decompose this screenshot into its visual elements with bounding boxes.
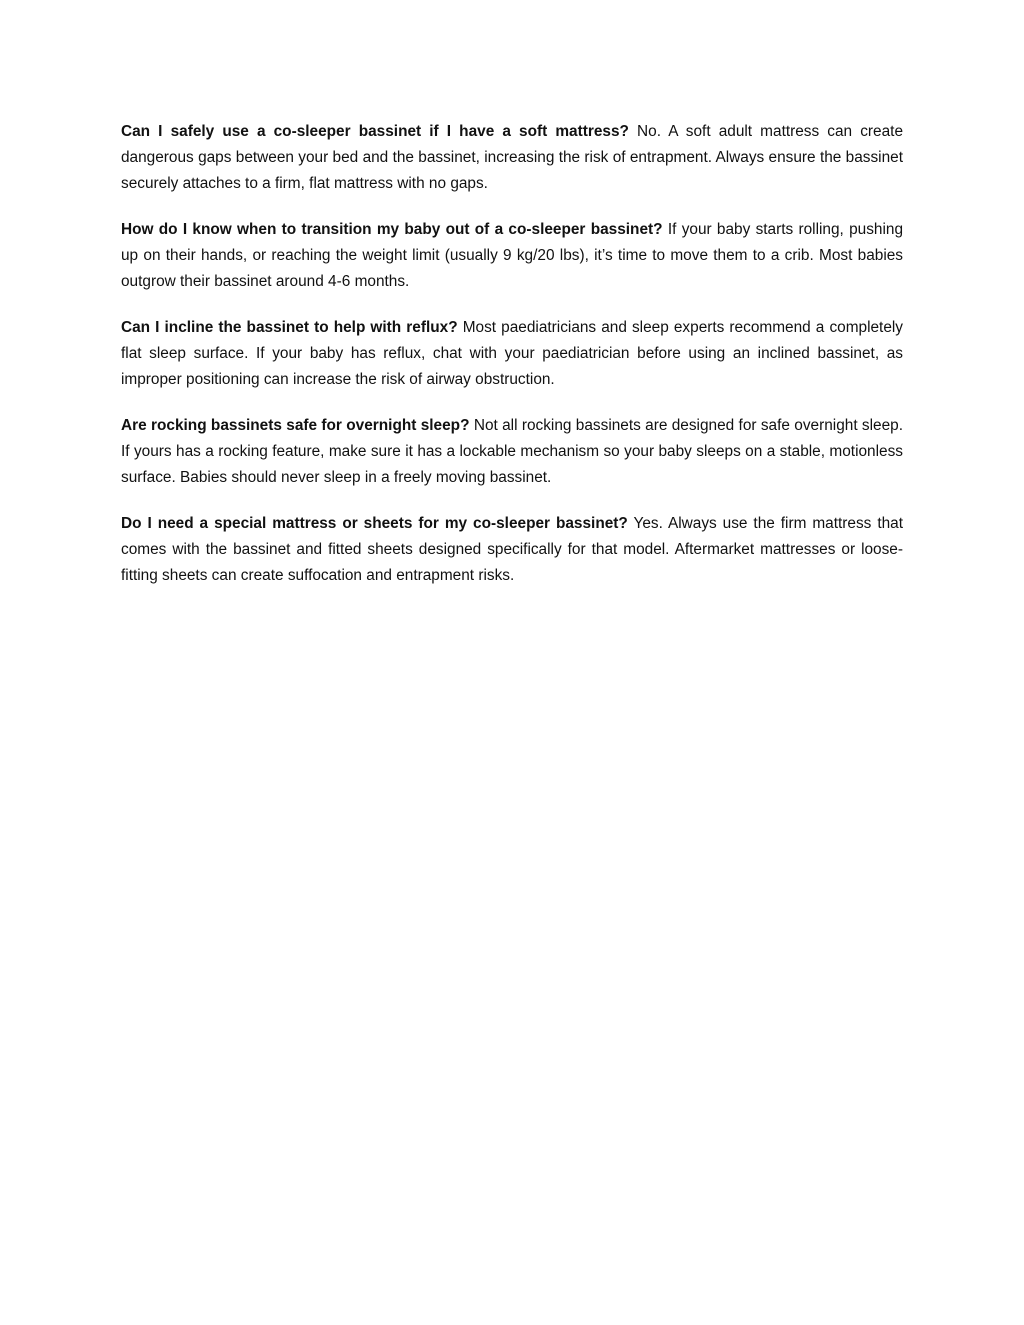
faq-item [121, 511, 903, 589]
faq-item [121, 315, 903, 393]
faq-section [121, 119, 903, 609]
faq-answer: Yes. Always use the firm mattress that comes with the bassinet and fitted sheets designed specifically for that model. Aftermarket mattresses or loose-fitting sheets can create suffocation and entrapment risks. [121, 515, 903, 584]
faq-question: Do I need a special mattress or sheets for my co-sleeper bassinet? [121, 515, 628, 532]
faq-answer: If your baby starts rolling, pushing up on their hands, or reaching the weight limit (usually 9 kg/20 lbs), it’s time to move them to a crib. Most babies outgrow their bassinet around 4-6 months. [121, 221, 904, 290]
faq-question: How do I know when to transition my baby out of a co-sleeper bassinet? [121, 221, 663, 238]
faq-item [121, 119, 903, 197]
faq-question: Can I incline the bassinet to help with reflux? [121, 319, 458, 336]
faq-item [121, 217, 903, 295]
faq-answer: Most paediatricians and sleep experts recommend a completely flat sleep surface. If your baby has reflux, chat with your paediatrician before using an inclined bassinet, as improper positioning can increase the risk of airway obstruction. [121, 319, 904, 388]
faq-answer: Not all rocking bassinets are designed for safe overnight sleep. If yours has a rocking feature, make sure it has a lockable mechanism so your baby sleeps on a stable, motionless surface. Babies should never sleep in a freely moving bassinet. [121, 417, 903, 486]
faq-question: Can I safely use a co-sleeper bassinet if I have a soft mattress? [121, 123, 629, 140]
faq-question: Are rocking bassinets safe for overnight sleep? [121, 417, 470, 434]
faq-answer: No. A soft adult mattress can create dangerous gaps between your bed and the bassinet, increasing the risk of entrapment. Always ensure the bassinet securely attaches to a firm, flat mattress with no gaps. [121, 123, 904, 192]
faq-item [121, 413, 903, 491]
